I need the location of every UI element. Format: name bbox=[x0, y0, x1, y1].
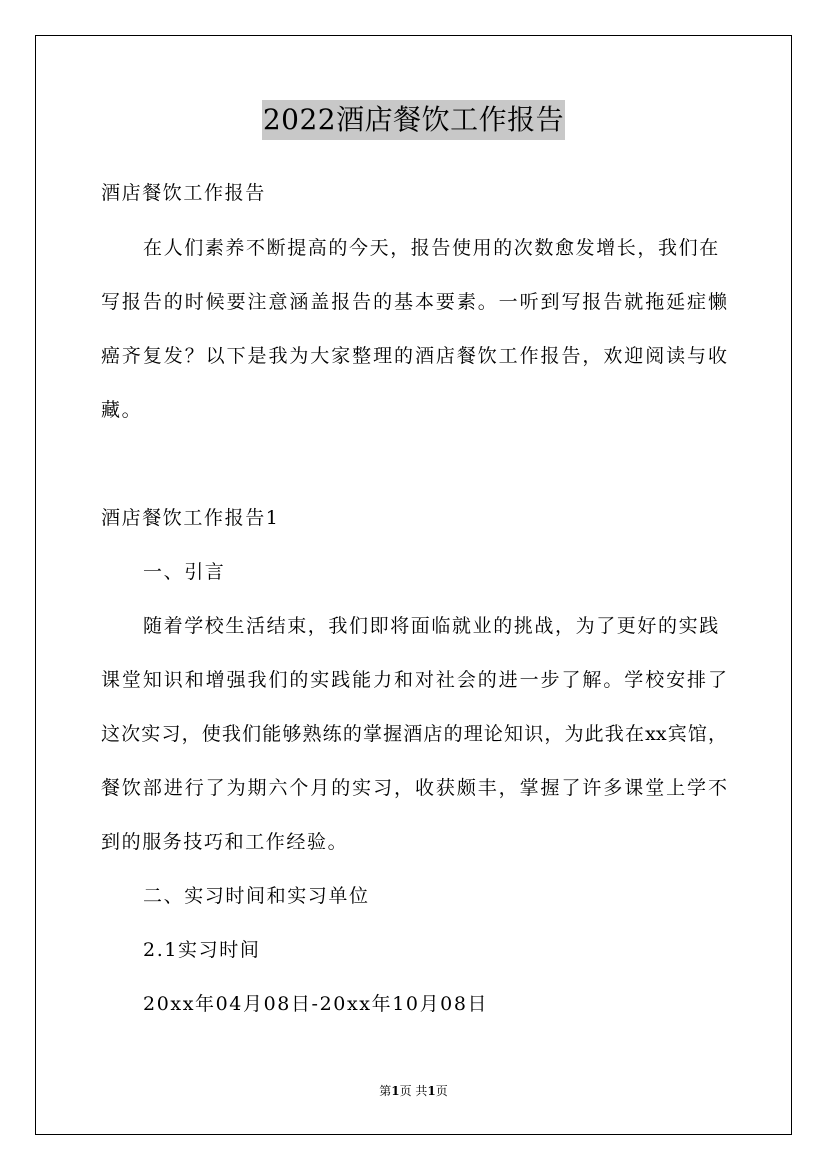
date-range: 20xx年04月08日-20xx年10月08日 bbox=[143, 993, 489, 1015]
footer-page-total: 1 bbox=[427, 1084, 436, 1098]
footer-page-number: 1 bbox=[391, 1084, 400, 1098]
footer-page-prefix: 第 bbox=[379, 1084, 392, 1098]
page-footer bbox=[0, 1083, 827, 1099]
intro-line-3: 癌齐复发？以下是我为大家整理的酒店餐饮工作报告，欢迎阅读与收 bbox=[101, 345, 727, 367]
para-line-4: 餐饮部进行了为期六个月的实习，收获颇丰，掌握了许多课堂上学不 bbox=[101, 777, 727, 799]
section-title: 酒店餐饮工作报告1 bbox=[101, 507, 280, 529]
intro-line-1: 在人们素养不断提高的今天，报告使用的次数愈发增长，我们在 bbox=[143, 237, 720, 259]
heading-internship: 二、实习时间和实习单位 bbox=[143, 885, 370, 907]
intro-line-4: 藏。 bbox=[101, 399, 143, 421]
footer-page-mid: 页 共 bbox=[399, 1084, 428, 1098]
intro-line-2: 写报告的时候要注意涵盖报告的基本要素。一听到写报告就拖延症懒 bbox=[101, 291, 727, 313]
para-line-1: 随着学校生活结束，我们即将面临就业的挑战，为了更好的实践 bbox=[143, 615, 720, 637]
heading-intro: 一、引言 bbox=[143, 561, 226, 583]
subtitle: 酒店餐饮工作报告 bbox=[101, 182, 266, 204]
para-line-3: 这次实习，使我们能够熟练的掌握酒店的理论知识，为此我在xx宾馆， bbox=[101, 723, 727, 745]
para-line-5: 到的服务技巧和工作经验。 bbox=[101, 831, 349, 853]
document-title: 2022酒店餐饮工作报告 bbox=[262, 100, 565, 140]
footer-page-suffix: 页 bbox=[435, 1084, 448, 1098]
heading-internship-time: 2.1实习时间 bbox=[143, 939, 261, 961]
title-container bbox=[0, 100, 827, 140]
para-line-2: 课堂知识和增强我们的实践能力和对社会的进一步了解。学校安排了 bbox=[101, 669, 727, 691]
